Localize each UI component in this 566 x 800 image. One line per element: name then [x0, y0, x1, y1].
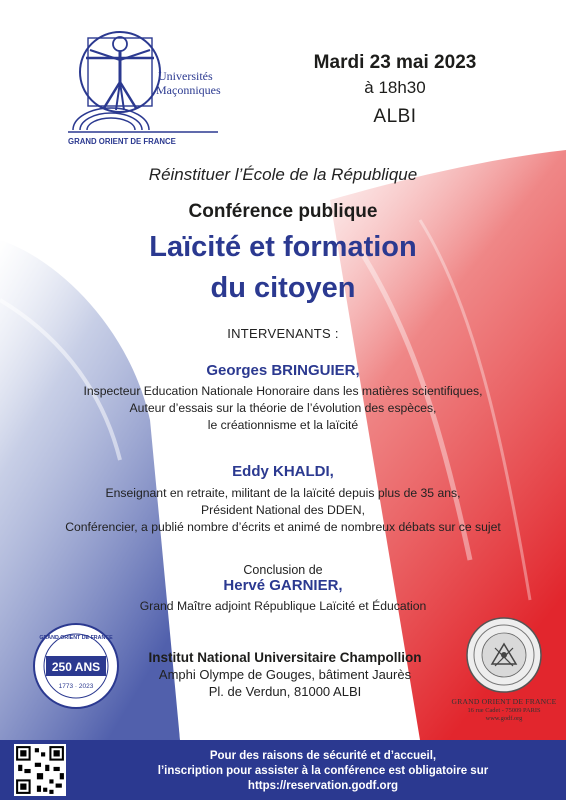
speaker-2-line: Enseignant en retraite, militant de la laïcité depuis plus de 35 ans,: [105, 486, 461, 500]
logo-text-line1: Universités: [158, 69, 213, 83]
badge-years: 1773 · 2023: [58, 683, 94, 690]
footer-text: [80, 749, 566, 794]
speaker-3-line: Grand Maître adjoint République Laïcité et Éducation: [139, 599, 427, 613]
speaker-2-name: Eddy KHALDI,: [232, 463, 334, 480]
speaker-2-line: Président National des DDEN,: [201, 503, 365, 517]
registration-footer: [0, 740, 566, 800]
speaker-1-line: le créationnisme et la laïcité: [207, 418, 359, 432]
event-type: Conférence publique: [188, 201, 378, 222]
speaker-1-line: Auteur d’essais sur la théorie de l’évolution des espèces,: [129, 401, 437, 415]
speaker-3-description: [0, 598, 566, 615]
speaker-2-description: [0, 485, 566, 536]
qr-code-icon[interactable]: [14, 744, 66, 796]
venue-room: Amphi Olympe de Gouges, bâtiment Jaurès: [158, 667, 412, 682]
event-date: Mardi 23 mai 2023: [313, 52, 477, 73]
seal-address: 16 rue Cadet - 75009 PARIS: [467, 707, 541, 714]
seal-caption: [448, 697, 560, 722]
event-title-line2: du citoyen: [210, 272, 356, 304]
seal-website: www.godf.org: [485, 715, 523, 722]
event-city: ALBI: [373, 106, 417, 127]
logo-text-line2: Maçonniques: [156, 83, 221, 97]
speaker-1-name: Georges BRINGUIER,: [206, 362, 360, 379]
event-time: à 18h30: [364, 78, 426, 97]
speaker-1-description: [0, 383, 566, 434]
venue-block: [120, 650, 450, 699]
event-title-line1: Laïcité et formation: [149, 231, 417, 263]
speaker-2-line: Conférencier, a publié nombre d’écrits et animé de nombreux débats sur ce sujet: [65, 520, 501, 534]
speaker-1-line: Inspecteur Education Nationale Honoraire dans les matières scientifiques,: [83, 384, 483, 398]
universites-maconniques-logo: [68, 20, 238, 155]
venue-address: Pl. de Verdun, 81000 ALBI: [208, 684, 362, 699]
godf-seal-icon: [465, 616, 543, 694]
seal-org: GRAND ORIENT DE FRANCE: [451, 697, 557, 706]
anniversary-badge: [32, 622, 120, 710]
event-subtitle: Réinstituer l’École de la République: [148, 165, 418, 184]
footer-line2: l’inscription pour assister à la conférence est obligatoire sur: [157, 765, 489, 777]
footer-line1: Pour des raisons de sécurité et d’accueil,: [209, 750, 437, 762]
badge-big-text: 250 ANS: [51, 660, 101, 674]
registration-link[interactable]: https://reservation.godf.org: [247, 780, 399, 792]
badge-top-text: GRAND ORIENT DE FRANCE: [39, 635, 113, 641]
conclusion-label: Conclusion de: [243, 563, 323, 577]
speakers-heading: INTERVENANTS :: [227, 326, 339, 341]
speaker-3-name: Hervé GARNIER,: [223, 577, 343, 594]
venue-name: Institut National Universitaire Champollion: [148, 650, 422, 665]
logo-org: GRAND ORIENT DE FRANCE: [68, 137, 176, 146]
